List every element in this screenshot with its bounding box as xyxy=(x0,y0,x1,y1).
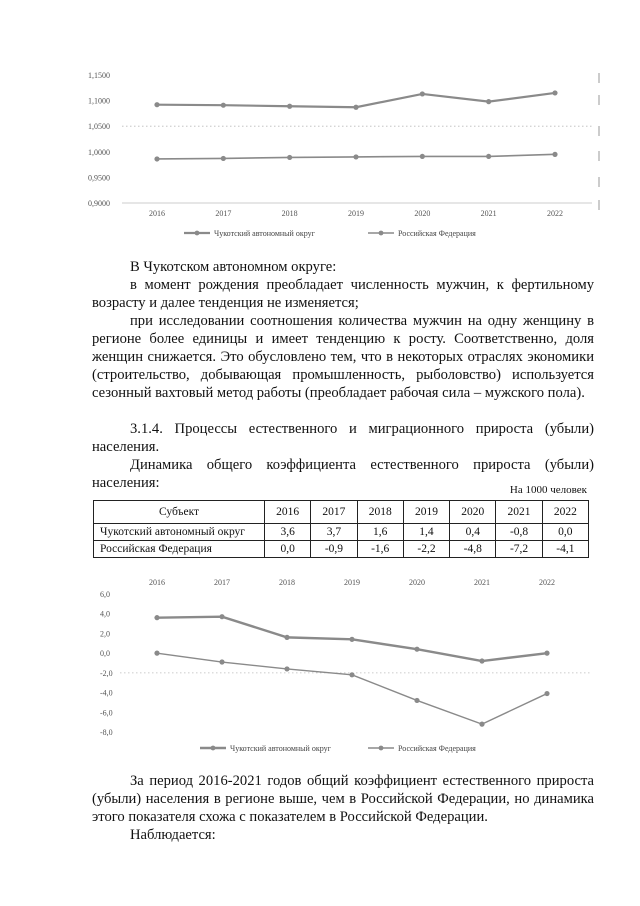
paragraph-region-intro: В Чукотском автономном округе: xyxy=(130,259,337,275)
legend-label: Российская Федерация xyxy=(398,229,476,238)
paragraph-conclusion: За период 2016-2021 годов общий коэффициент естественного прироста (убыли) населения в регионе выше, чем в Российской Федерации, но динамика этого показателя схожа с показателем в Российской Федерации. xyxy=(92,773,594,825)
data-point xyxy=(552,152,557,157)
y-tick-label: 1,1500 xyxy=(88,71,110,80)
cell-value: 0,0 xyxy=(265,541,311,558)
data-point xyxy=(414,698,419,703)
data-point xyxy=(544,691,549,696)
y-tick-label: 0,0 xyxy=(100,649,110,659)
data-point xyxy=(219,659,224,664)
data-point xyxy=(414,647,419,652)
natural-growth-table xyxy=(93,500,589,558)
data-point xyxy=(221,103,226,108)
header-2022: 2022 xyxy=(542,501,588,524)
data-point xyxy=(154,102,159,107)
paragraph-birth-ratio: в момент рождения преобладает численность мужчин, к фертильному возрасту и далее тенденция не изменяется; xyxy=(92,277,594,311)
legend-label: Чукотский автономный округ xyxy=(214,229,315,238)
header-2020: 2020 xyxy=(450,501,496,524)
cell-value: 1,4 xyxy=(403,524,449,541)
y-tick-label: -2,0 xyxy=(100,668,113,678)
data-point xyxy=(154,615,159,620)
row-subject: Российская Федерация xyxy=(94,541,265,558)
cell-value: -1,6 xyxy=(357,541,403,558)
cell-value: -0,9 xyxy=(311,541,357,558)
paragraph-dynamics-intro: Динамика общего коэффициента естественного прироста (убыли) населения: xyxy=(92,457,594,491)
section-heading-3-1-4: 3.1.4. Процессы естественного и миграционного прироста (убыли) населения. xyxy=(92,421,594,455)
cell-value: -7,2 xyxy=(496,541,542,558)
data-point xyxy=(486,154,491,159)
x-tick-label: 2020 xyxy=(409,578,425,587)
data-point xyxy=(420,91,425,96)
data-point xyxy=(353,105,358,110)
x-tick-label: 2017 xyxy=(215,209,232,218)
sex-ratio-chart xyxy=(0,0,640,250)
data-point xyxy=(353,154,358,159)
data-point xyxy=(349,672,354,677)
table-row xyxy=(94,524,589,541)
cell-value: 3,7 xyxy=(311,524,357,541)
row-subject: Чукотский автономный округ xyxy=(94,524,265,541)
data-point xyxy=(287,155,292,160)
data-point xyxy=(486,99,491,104)
table-header-row xyxy=(94,501,589,524)
cell-value: -2,2 xyxy=(403,541,449,558)
paragraph-observed: Наблюдается: xyxy=(130,827,216,843)
cell-value: -4,1 xyxy=(542,541,588,558)
y-tick-label: -6,0 xyxy=(100,708,113,718)
cell-value: -0,8 xyxy=(496,524,542,541)
data-point xyxy=(284,666,289,671)
header-subject: Субъект xyxy=(94,501,265,524)
table-row xyxy=(94,541,589,558)
legend-label: Российская Федерация xyxy=(398,744,476,753)
x-tick-label: 2018 xyxy=(279,578,295,587)
data-point xyxy=(154,156,159,161)
y-tick-label: 4,0 xyxy=(100,609,110,619)
x-tick-label: 2016 xyxy=(149,209,165,218)
natural-growth-chart xyxy=(0,570,640,770)
x-tick-label: 2021 xyxy=(474,578,490,587)
header-2017: 2017 xyxy=(311,501,357,524)
header-2021: 2021 xyxy=(496,501,542,524)
y-tick-label: -8,0 xyxy=(100,728,113,737)
header-2016: 2016 xyxy=(265,501,311,524)
cell-value: 0,4 xyxy=(450,524,496,541)
x-tick-label: 2022 xyxy=(539,578,555,587)
legend-marker xyxy=(211,746,216,751)
data-point xyxy=(287,104,292,109)
cell-value: 1,6 xyxy=(357,524,403,541)
x-tick-label: 2021 xyxy=(480,209,497,218)
legend-marker xyxy=(379,746,384,751)
x-tick-label: 2016 xyxy=(149,578,165,587)
table-unit-label: На 1000 человек xyxy=(509,484,587,496)
cell-value: 3,6 xyxy=(265,524,311,541)
data-point xyxy=(544,651,549,656)
y-tick-label: 6,0 xyxy=(100,590,110,599)
x-tick-label: 2020 xyxy=(414,209,431,218)
x-tick-label: 2017 xyxy=(214,578,230,587)
y-tick-label: 1,1000 xyxy=(88,96,110,106)
data-point xyxy=(479,722,484,727)
legend-label: Чукотский автономный округ xyxy=(230,744,331,753)
data-point xyxy=(221,156,226,161)
legend-marker xyxy=(379,231,384,236)
x-tick-label: 2019 xyxy=(344,578,360,587)
header-2019: 2019 xyxy=(403,501,449,524)
y-tick-label: 0,9500 xyxy=(88,173,110,183)
y-tick-label: 0,9000 xyxy=(88,199,110,208)
x-tick-label: 2022 xyxy=(547,209,563,218)
data-point xyxy=(219,614,224,619)
cell-value: 0,0 xyxy=(542,524,588,541)
series-line xyxy=(157,653,547,724)
x-tick-label: 2018 xyxy=(281,209,298,218)
data-point xyxy=(284,635,289,640)
paragraph-ratio-trend: при исследовании соотношения количества мужчин на одну женщину в регионе более единицы и имеет тенденцию к росту. Соответственно, доля женщин снижается. Это обусловлено тем, что в некоторых отраслях экономики (строительство, добывающая промышленность, рыболовство) используется сезонный вахтовый метод работы (преобладает рабочая сила – мужского пола). xyxy=(92,313,594,401)
y-tick-label: 2,0 xyxy=(100,629,110,639)
x-tick-label: 2019 xyxy=(348,209,364,218)
header-2018: 2018 xyxy=(357,501,403,524)
y-tick-label: 1,0500 xyxy=(88,122,110,132)
cell-value: -4,8 xyxy=(450,541,496,558)
data-point xyxy=(154,651,159,656)
data-point xyxy=(479,658,484,663)
y-tick-label: -4,0 xyxy=(100,688,113,698)
y-tick-label: 1,0000 xyxy=(88,147,110,157)
data-point xyxy=(349,637,354,642)
data-point xyxy=(420,154,425,159)
legend-marker xyxy=(195,231,200,236)
data-point xyxy=(552,90,557,95)
